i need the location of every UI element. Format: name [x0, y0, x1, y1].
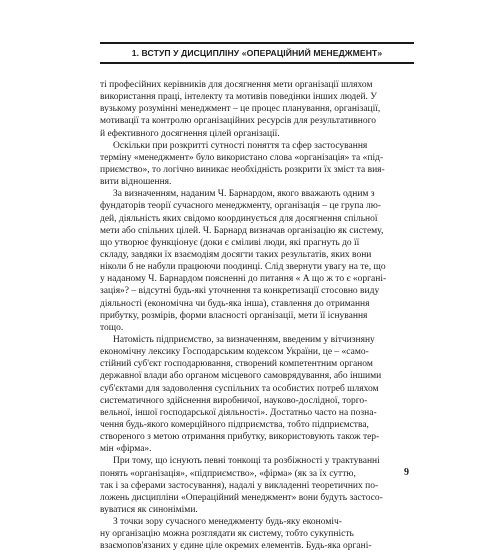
text-line: взаємопов'язаних у єдине ціле окремих елементів. Будь-яка органі-: [100, 541, 372, 552]
text-line: ну організацію можна розглядати як систему, тобто сукупність: [100, 529, 354, 540]
text-line: понять «організація», «підприємство», «фірма» (як за їх суттю,: [100, 468, 356, 479]
text-line: вити відношення.: [100, 177, 172, 188]
text-line: вуватися як синоніміми.: [100, 504, 198, 515]
text-line: прибутку, розмірів, форми власності організації, мети її існування: [100, 310, 368, 321]
text-line: ті професійних керівників для досягнення мети організації шляхом: [100, 80, 373, 90]
text-line: використання праці, інтелекту та мотивів поведінки інших людей. У: [100, 92, 378, 103]
text-line: терміну «менеджмент» було використано слова «організація» та «під-: [100, 152, 384, 163]
text-line: чення будь-якого комерційного підприємства, тобто підприємства,: [100, 419, 369, 430]
page-number: 9: [404, 467, 409, 478]
text-line: вельної, іншої господарської діяльності». Достатньо часто на позна-: [100, 407, 377, 418]
text-line: При тому, що існують певні тонкощі та розбіжності у трактуванні: [113, 456, 380, 467]
text-line: Оскільки при розкритті сутності поняття та сфер застосування: [113, 140, 368, 151]
chapter-title: 1. ВСТУП У ДИСЦИПЛІНУ «ОПЕРАЦІЙНИЙ МЕНЕДЖМЕНТ»: [131, 48, 383, 58]
text-line: що утворює функціонує (доки є сміливі люди, які прагнуть до її: [100, 237, 360, 248]
text-line: дей, діяльність яких свідомо координується для досягнення спільної: [100, 213, 378, 224]
text-line: у наданому Ч. Барнардом поясненні до питання « А що ж то є «органі-: [100, 274, 387, 285]
text-line: Натомість підприємство, за визначенням, введеним у вітчизняну: [113, 334, 375, 345]
text-line: державної влади або органом місцевого самоврядування, або іншими: [100, 371, 382, 382]
text-line: економічну лексику Господарським кодексом України, це – «само-: [100, 347, 369, 358]
text-line: приємство», то логічно виникає необхідність розкрити їх зміст та вия-: [100, 164, 385, 175]
text-line: фундаторів теорії сучасного менеджменту, організація – це група лю-: [100, 201, 381, 212]
text-line: З точки зору сучасного менеджменту будь-яку економіч-: [113, 517, 342, 528]
text-line: мети або спільних цілей. Ч. Барнард визначав організацію як систему,: [100, 225, 384, 236]
text-line: зація»? – відсутні будь-які уточнення та конкретизації стосовно виду: [100, 286, 380, 297]
text-line: ложень дисципліни «Операційний менеджмент» вони будуть застосо-: [100, 492, 383, 503]
text-line: тощо.: [100, 322, 124, 333]
text-line: діяльності (економічна чи будь-яка інша), ставлення до отримання: [100, 298, 370, 309]
text-line: суб'єктами для задоволення суспільних та особистих потреб шляхом: [100, 383, 379, 394]
text-line: мотивації та контролю організаційних ресурсів для результативного: [100, 116, 376, 127]
text-line: мін «фірма».: [100, 444, 152, 455]
text-line: створеного з метою отримання прибутку, використовують також тер-: [100, 432, 380, 443]
text-line: вузькому розумінні менеджмент – це процес планування, організації,: [100, 104, 381, 115]
text-line: так і за сферами застосування), надалі у викладенні теоретичних по-: [100, 480, 379, 491]
text-line: систематичного здійснення виробничої, науково-дослідної, торго-: [100, 395, 368, 406]
chapter-header: [100, 42, 414, 64]
text-line: За визначенням, наданим Ч. Барнардом, якого вважають одним з: [113, 189, 375, 200]
text-line: й ефективного досягнення цілей організації.: [100, 128, 280, 139]
text-line: ніколи б не набули працюючи поодинці. Слід звернути увагу на те, що: [100, 262, 386, 273]
body-text: [100, 79, 414, 552]
text-line: стійний суб'єкт господарювання, створений компетентним органом: [100, 359, 373, 370]
text-line: складу, завдяки їх взаємодіям досягти таких результатів, яких вони: [100, 249, 372, 260]
